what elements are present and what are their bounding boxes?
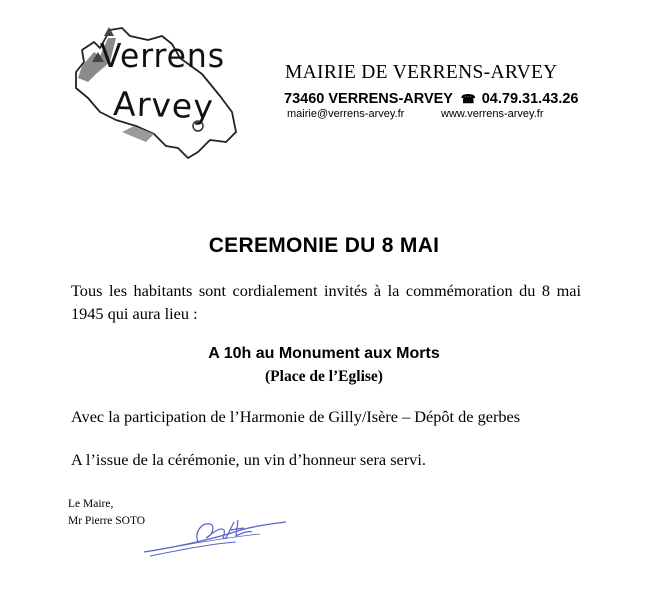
handwritten-signature — [140, 512, 290, 560]
mairie-heading: MAIRIE DE VERRENS-ARVEY — [285, 62, 558, 83]
address-line — [284, 91, 579, 107]
document-title: CEREMONIE DU 8 MAI — [208, 234, 440, 257]
participation-paragraph: Avec la participation de l’Harmonie de Gilly/Isère – Dépôt de gerbes — [71, 407, 521, 426]
signatory-name: Mr Pierre SOTO — [68, 515, 146, 527]
event-time-location: A 10h au Monument aux Morts — [208, 345, 440, 362]
event-place: (Place de l’Eglise) — [265, 368, 383, 385]
telephone-icon: ☎ — [460, 92, 476, 106]
logo-text-arvey: Arvey — [112, 84, 215, 127]
signatory-role: Le Maire, — [68, 498, 114, 510]
website-address: www.verrens-arvey.fr — [441, 108, 544, 120]
email-address: mairie@verrens-arvey.fr — [287, 108, 405, 120]
reception-paragraph: A l’issue de la cérémonie, un vin d’honneur sera servi. — [71, 450, 426, 469]
intro-paragraph: Tous les habitants sont cordialement invités à la commémoration du 8 mai 1945 qui aura lieu : — [71, 281, 581, 323]
phone-number: 04.79.31.43.26 — [481, 91, 579, 107]
commune-logo — [70, 22, 242, 160]
postal-address: 73460 VERRENS-ARVEY — [284, 91, 453, 107]
logo-text-verrens: Verrens — [100, 36, 225, 75]
